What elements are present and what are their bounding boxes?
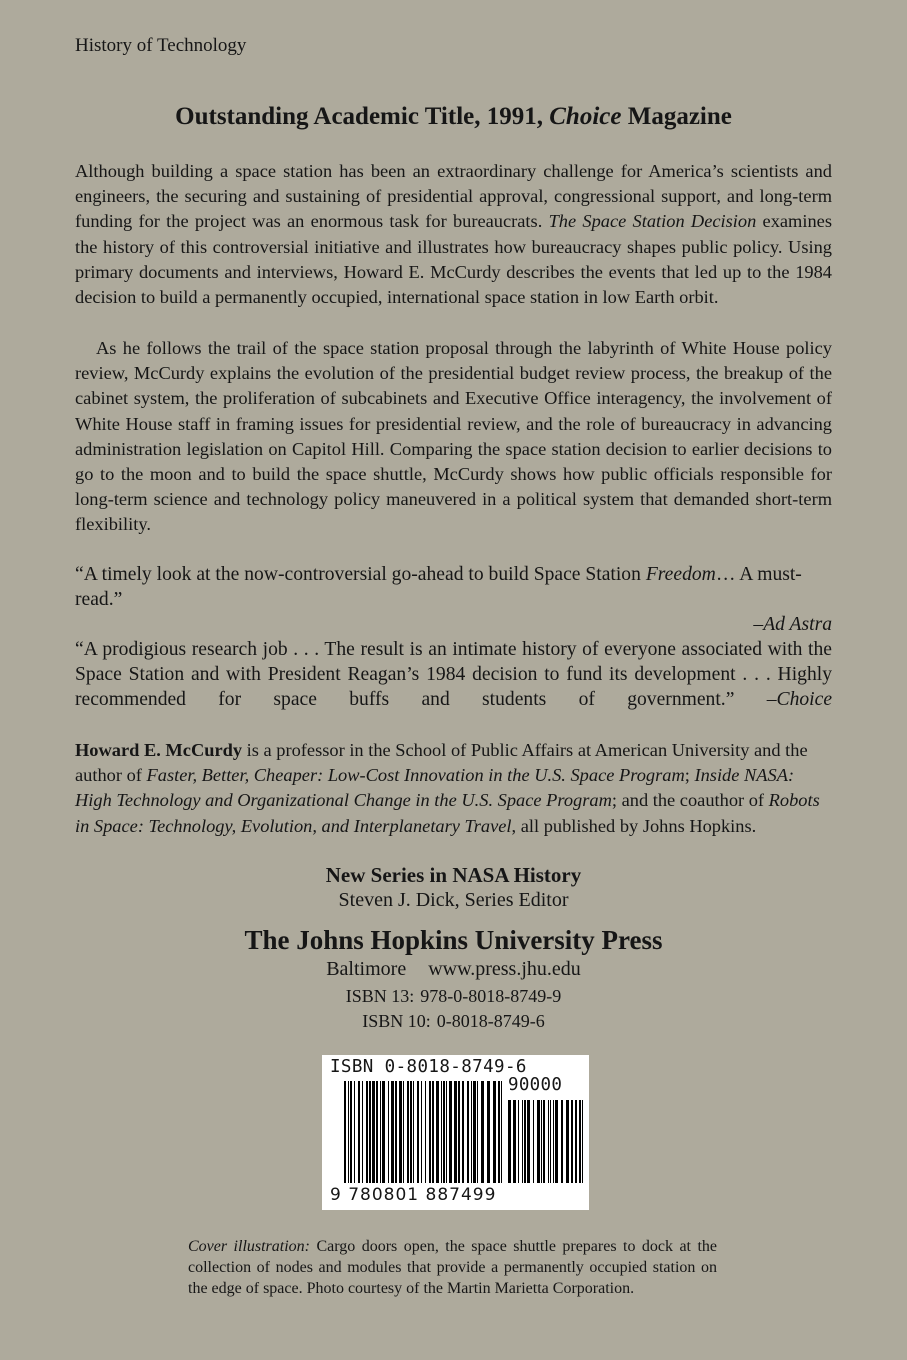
barcode-bar	[432, 1081, 434, 1183]
barcode-bar	[477, 1081, 478, 1183]
barcode-bar	[350, 1081, 352, 1183]
author-bio	[75, 738, 832, 839]
barcode-ean-digits: 9 780801 887499	[330, 1185, 497, 1205]
barcode-bar	[441, 1081, 442, 1183]
quote-text: “A timely look at the now-controversial go-ahead to build Space Station	[75, 564, 641, 585]
barcode-bar	[399, 1081, 402, 1183]
bio-text: ;	[684, 765, 690, 786]
series-name: New Series in NASA History	[325, 863, 582, 887]
barcode-bar	[498, 1081, 500, 1183]
barcode-bar	[407, 1081, 409, 1183]
publisher-name: The Johns Hopkins University Press	[244, 925, 663, 955]
barcode-bar	[458, 1081, 460, 1183]
barcode-bar	[473, 1081, 476, 1183]
caption-text: Cargo doors open, the space shuttle prepares to dock at the collection of nodes and modules that provide a permanently occupied station on the edge of space. Photo courtesy of the Martin Marietta Corporation.	[188, 1238, 717, 1297]
barcode-bar	[413, 1081, 414, 1183]
award-magazine: Choice	[549, 103, 622, 130]
barcode-bar	[376, 1081, 378, 1183]
bio-book-title: Faster, Better, Cheaper: Low-Cost Innovation in the U.S. Space Program	[146, 765, 685, 786]
barcode-bar	[487, 1081, 490, 1183]
barcode-bar	[493, 1081, 496, 1183]
barcode-bar	[403, 1081, 404, 1183]
author-name: Howard E. McCurdy	[75, 740, 243, 760]
quote-emphasis: Freedom	[645, 564, 716, 585]
isbn-10	[0, 1011, 907, 1032]
publisher-location	[0, 958, 907, 981]
caption-label: Cover illustration:	[188, 1238, 311, 1255]
book-title: The Space Station Decision	[548, 211, 757, 232]
barcode-bar	[354, 1081, 355, 1183]
barcode-bar	[344, 1081, 346, 1183]
barcode-bar	[555, 1100, 558, 1183]
barcode-bar	[380, 1081, 381, 1183]
barcode-bar	[566, 1100, 569, 1183]
isbn-13	[0, 986, 907, 1007]
barcode-bar	[421, 1081, 422, 1183]
isbn-10-label: ISBN 10:	[362, 1011, 431, 1031]
review-quote-1	[75, 562, 832, 638]
barcode-bar	[449, 1081, 452, 1183]
award-prefix: Outstanding Academic Title, 1991,	[175, 103, 543, 130]
award-suffix: Magazine	[627, 103, 732, 130]
barcode-bar	[527, 1100, 530, 1183]
bio-book-title: Robots in Space: Technology, Evolution, and Interplanetary Travel	[75, 790, 820, 836]
barcode-bar	[369, 1081, 371, 1183]
description-text: examines the history of this controversial initiative and illustrates how bureaucracy shapes public policy. Using primary documents and interviews, Howard E. McCurdy describes the events that led up to the 1984 decision to build a permanently occupied, international space station in low Earth orbit.	[75, 211, 832, 308]
barcode-bar	[388, 1081, 389, 1183]
barcode-bar	[541, 1100, 542, 1183]
barcode-bar	[508, 1100, 511, 1183]
barcode-bar	[561, 1100, 563, 1183]
barcode-bar	[358, 1081, 360, 1183]
isbn-10-value: 0-8018-8749-6	[436, 1011, 545, 1031]
barcode-bar	[417, 1081, 419, 1183]
review-quote-2	[75, 637, 832, 713]
barcode-bar	[550, 1100, 551, 1183]
barcode-isbn-text: ISBN 0-8018-8749-6	[330, 1057, 527, 1077]
barcode-bar	[518, 1100, 519, 1183]
series-editor: Steven J. Dick, Series Editor	[338, 889, 569, 911]
quote-source: –Choice	[766, 689, 833, 711]
bio-text: is a professor in the School of Public Affairs at American University and the author of	[75, 740, 808, 786]
isbn-13-value: 978-0-8018-8749-9	[420, 986, 562, 1006]
barcode-price-code: 90000	[508, 1075, 563, 1095]
quote-text: “A prodigious research job . . . The result is an intimate history of everyone associated with the Space Station and with President Reagan’s 1984 decision to fund its development . . . Highly recommended for space buffs and students of government.”	[75, 639, 832, 711]
description-text: As he follows the trail of the space station proposal through the labyrinth of White House policy review, McCurdy explains the evolution of the presidential budget review process, the breakup of the cabinet system, the proliferation of subcabinets and Executive Office interagency, the involvement of White House staff in framing issues for presidential review, and the role of bureaucracy in advancing administration legislation on Capitol Hill. Comparing the space station decision to earlier decisions to go to the moon and to build the space shuttle, McCurdy shows how public officials responsible for long-term science and technology policy maneuvered in a political system that demanded short-term flexibility.	[75, 338, 832, 535]
barcode	[322, 1055, 589, 1210]
cover-caption	[188, 1236, 717, 1299]
quote-text: … A must-read.”	[75, 564, 802, 611]
barcode-bar	[410, 1081, 412, 1183]
barcode-bar	[513, 1100, 516, 1183]
barcode-bar	[582, 1100, 583, 1183]
barcode-bar	[579, 1100, 581, 1183]
barcode-bar	[382, 1081, 385, 1183]
barcode-bar	[391, 1081, 394, 1183]
barcode-bar	[575, 1100, 577, 1183]
barcode-bar	[429, 1081, 431, 1183]
barcode-bar	[366, 1081, 368, 1183]
bio-text: ; and the coauthor of	[611, 790, 765, 811]
barcode-bar	[443, 1081, 445, 1183]
barcode-bar	[543, 1100, 545, 1183]
bio-text: , all published by Johns Hopkins.	[511, 815, 757, 836]
description-text: Although building a space station has been an extraordinary challenge for America’s scientists and engineers, the securing and sustaining of presidential approval, congressional support, and long-term funding for the project was an enormous task for bureaucrats.	[75, 161, 832, 232]
series-label: History of Technology	[75, 35, 247, 56]
barcode-bar	[362, 1081, 363, 1183]
barcode-bar	[436, 1081, 439, 1183]
barcode-bar	[571, 1100, 573, 1183]
barcode-bar	[454, 1081, 457, 1183]
barcode-bar	[501, 1081, 502, 1183]
barcode-bar	[395, 1081, 397, 1183]
barcode-bar	[372, 1081, 375, 1183]
barcode-bar	[446, 1081, 447, 1183]
description-paragraph-1	[75, 159, 832, 310]
barcode-bar	[533, 1100, 534, 1183]
award-heading	[0, 103, 907, 131]
barcode-bar	[522, 1100, 523, 1183]
isbn-13-label: ISBN 13:	[345, 986, 415, 1006]
barcode-bar	[524, 1100, 526, 1183]
publisher-city: Baltimore	[326, 958, 407, 980]
barcode-bar	[425, 1081, 426, 1183]
barcode-bar	[348, 1081, 349, 1183]
barcode-bar	[481, 1081, 484, 1183]
barcode-bar	[462, 1081, 464, 1183]
barcode-bar	[467, 1081, 469, 1183]
bio-book-title: Inside NASA: High Technology and Organizational Change in the U.S. Space Program	[75, 765, 795, 811]
publisher-url[interactable]: www.press.jhu.edu	[428, 958, 581, 980]
barcode-bar	[537, 1100, 540, 1183]
quote-source: –Ad Astra	[753, 614, 832, 636]
barcode-bar	[548, 1100, 549, 1183]
barcode-bar	[471, 1081, 472, 1183]
barcode-bar	[553, 1100, 554, 1183]
description-paragraph-2	[75, 336, 832, 538]
